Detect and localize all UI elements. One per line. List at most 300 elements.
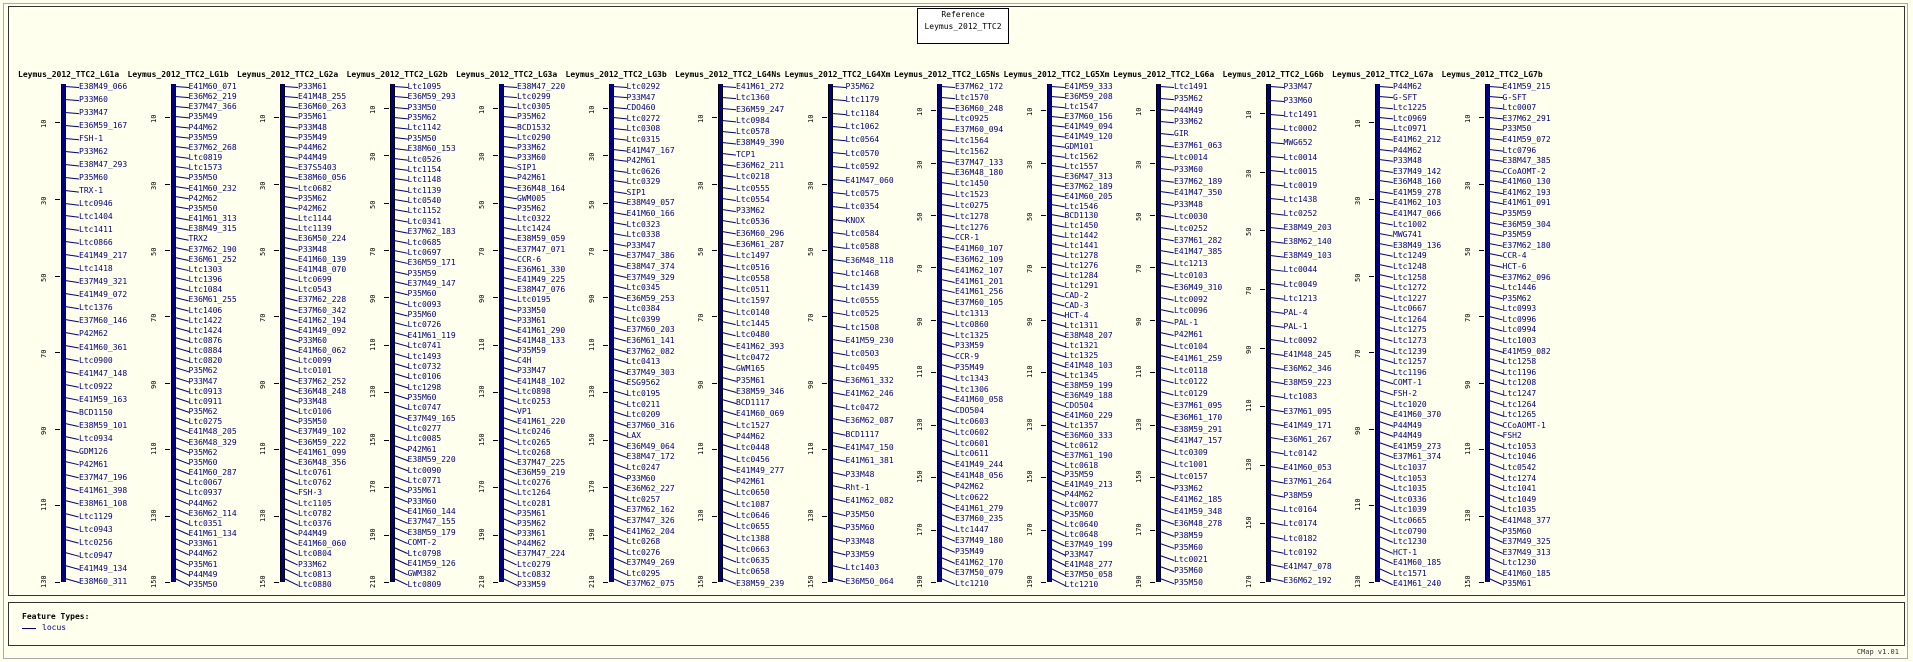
locus-label[interactable]: P35M61 xyxy=(407,486,437,496)
map-title[interactable]: Leymus_2012_TTC2_LG4Ns xyxy=(675,70,781,79)
locus-label[interactable]: E41M61_290 xyxy=(517,325,566,335)
locus-label[interactable]: E37M62_268 xyxy=(188,142,237,152)
locus-label[interactable]: P44M49 xyxy=(188,569,218,579)
locus-label[interactable]: Ltc0195 xyxy=(517,295,551,305)
locus-label[interactable]: E37M60_156 xyxy=(1064,111,1113,121)
locus-label[interactable]: P33M61 xyxy=(298,82,327,91)
locus-label[interactable]: Ltc1278 xyxy=(955,211,989,221)
locus-label[interactable]: E37M47_133 xyxy=(955,157,1004,167)
locus-label[interactable]: PAL-1 xyxy=(1283,321,1308,331)
locus-label[interactable]: E38M61_108 xyxy=(79,498,128,508)
locus-label[interactable]: P44M62 xyxy=(517,539,546,549)
locus-label[interactable]: Ltc1084 xyxy=(188,285,223,295)
locus-label[interactable]: Ltc0007 xyxy=(1502,103,1537,113)
locus-label[interactable]: P33M61 xyxy=(517,315,546,325)
locus-label[interactable]: E41M61_119 xyxy=(407,330,456,340)
locus-label[interactable]: Ltc1142 xyxy=(407,123,442,133)
locus-label[interactable]: Ltc0655 xyxy=(736,522,770,532)
locus-label[interactable]: E41M49_094 xyxy=(1064,121,1113,131)
locus-label[interactable]: P33M60 xyxy=(298,336,327,345)
locus-label[interactable]: E41M49_244 xyxy=(955,460,1004,470)
locus-label[interactable]: Ltc1557 xyxy=(1064,161,1099,171)
locus-label[interactable]: Ltc1571 xyxy=(1393,568,1427,578)
locus-label[interactable]: Ltc0536 xyxy=(736,217,770,227)
locus-label[interactable]: E41M60_185 xyxy=(1502,568,1551,578)
locus-label[interactable]: E36M59_247 xyxy=(736,104,785,114)
locus-label[interactable]: E38M49_390 xyxy=(736,138,785,148)
locus-label[interactable]: Ltc1325 xyxy=(955,330,989,340)
locus-label[interactable]: Ltc1154 xyxy=(407,164,442,174)
locus-label[interactable]: Ltc0726 xyxy=(407,320,442,330)
locus-label[interactable]: FSH2 xyxy=(1502,431,1522,441)
locus-label[interactable]: P35M49 xyxy=(188,112,218,122)
locus-label[interactable]: Ltc1248 xyxy=(1393,261,1427,271)
locus-label[interactable]: TCP1 xyxy=(736,149,756,159)
locus-label[interactable]: P44M49 xyxy=(1174,105,1203,115)
locus-label[interactable]: Ltc1035 xyxy=(1502,505,1537,515)
locus-label[interactable]: E37M47_196 xyxy=(79,472,128,482)
locus-label[interactable]: Ltc0900 xyxy=(79,355,113,365)
locus-label[interactable]: GWM005 xyxy=(517,193,546,203)
locus-label[interactable]: E37M62_183 xyxy=(407,227,456,237)
locus-label[interactable]: E36M48_160 xyxy=(1393,177,1442,187)
locus-label[interactable]: E36M49_064 xyxy=(626,441,675,451)
locus-label[interactable]: Ltc0503 xyxy=(845,349,880,359)
locus-label[interactable]: P33M60 xyxy=(407,496,437,506)
locus-label[interactable]: Ltc0345 xyxy=(626,283,661,293)
locus-label[interactable]: E36M62_109 xyxy=(955,254,1004,264)
locus-label[interactable]: E38M59_179 xyxy=(407,527,456,537)
locus-label[interactable]: Ltc0626 xyxy=(626,166,661,176)
locus-label[interactable]: E41M60_361 xyxy=(79,342,128,352)
locus-label[interactable]: Ltc1264 xyxy=(517,488,551,498)
locus-label[interactable]: Ltc1404 xyxy=(79,212,113,222)
locus-label[interactable]: Ltc1450 xyxy=(955,179,989,189)
locus-label[interactable]: P33M48 xyxy=(1174,200,1203,210)
locus-label[interactable]: E41M59_163 xyxy=(79,394,128,404)
locus-label[interactable]: E41M60_232 xyxy=(188,183,237,193)
locus-label[interactable]: E41M49_277 xyxy=(736,465,785,475)
locus-label[interactable]: Ltc0601 xyxy=(955,438,989,448)
locus-label[interactable]: P38M59 xyxy=(1283,491,1313,501)
locus-label[interactable]: P35M50 xyxy=(188,203,218,213)
locus-label[interactable]: E41M61_256 xyxy=(955,287,1004,297)
locus-label[interactable]: Ltc0667 xyxy=(1393,304,1427,314)
locus-label[interactable]: E37M62_096 xyxy=(1502,272,1551,282)
locus-label[interactable]: Ltc1225 xyxy=(1393,103,1427,113)
locus-label[interactable]: Ltc1562 xyxy=(1064,151,1099,161)
locus-label[interactable]: P33M47 xyxy=(517,366,546,376)
locus-label[interactable]: COMT-2 xyxy=(407,538,437,548)
locus-label[interactable]: Ltc0090 xyxy=(407,465,442,475)
locus-label[interactable]: P33M60 xyxy=(517,153,546,163)
locus-label[interactable]: Ltc1275 xyxy=(1393,325,1427,335)
locus-label[interactable]: E37M49_325 xyxy=(1502,537,1551,547)
locus-label[interactable]: P33M59 xyxy=(517,579,546,589)
locus-label[interactable]: Ltc0819 xyxy=(188,153,223,163)
locus-label[interactable]: CCoAOMT-1 xyxy=(1502,420,1546,430)
locus-label[interactable]: E38M47_385 xyxy=(1502,156,1551,166)
locus-label[interactable]: Ltc1438 xyxy=(1283,194,1318,204)
locus-label[interactable]: Ltc1002 xyxy=(1393,219,1427,229)
locus-label[interactable]: BCD1532 xyxy=(517,122,551,132)
locus-label[interactable]: Ltc0947 xyxy=(79,550,113,560)
locus-label[interactable]: Ltc1564 xyxy=(955,136,989,146)
locus-label[interactable]: Ltc0525 xyxy=(845,309,880,319)
locus-label[interactable]: E41M47_060 xyxy=(845,175,894,185)
locus-label[interactable]: Ltc0946 xyxy=(79,199,113,209)
locus-label[interactable]: E36M60_333 xyxy=(1064,430,1113,440)
locus-label[interactable]: P35M60 xyxy=(845,523,875,533)
locus-label[interactable]: P42M62 xyxy=(188,193,218,203)
locus-label[interactable]: Ltc1230 xyxy=(1393,537,1427,547)
locus-label[interactable]: P33M62 xyxy=(1174,483,1203,493)
map-title[interactable]: Leymus_2012_TTC2_LG3a xyxy=(456,70,558,79)
locus-label[interactable]: Ltc1546 xyxy=(1064,201,1099,211)
locus-label[interactable]: Ltc1230 xyxy=(1502,558,1537,568)
locus-label[interactable]: Ltc0276 xyxy=(517,478,551,488)
locus-label[interactable]: E37M49_329 xyxy=(626,272,675,282)
locus-label[interactable]: Ltc0741 xyxy=(407,341,442,351)
locus-label[interactable]: E38M47_076 xyxy=(517,285,566,295)
locus-label[interactable]: Ltc0157 xyxy=(1174,471,1208,481)
locus-label[interactable]: E36M62_192 xyxy=(1283,575,1332,585)
locus-label[interactable]: Ltc1196 xyxy=(1502,367,1537,377)
locus-label[interactable]: E37M61_374 xyxy=(1393,452,1442,462)
locus-label[interactable]: Ltc0106 xyxy=(407,372,442,382)
locus-label[interactable]: Ltc1278 xyxy=(1064,251,1099,261)
locus-label[interactable]: E37M62_252 xyxy=(298,376,347,386)
locus-label[interactable]: E37M62_228 xyxy=(298,295,347,305)
locus-label[interactable]: E36M59_304 xyxy=(1502,219,1551,229)
locus-label[interactable]: Ltc0015 xyxy=(1283,166,1318,176)
locus-label[interactable]: E41M47_148 xyxy=(79,368,128,378)
locus-label[interactable]: E38M47_172 xyxy=(626,452,675,462)
locus-label[interactable]: Ltc1265 xyxy=(1502,410,1537,420)
locus-label[interactable]: SIP1 xyxy=(517,163,537,173)
locus-label[interactable]: E41M62_082 xyxy=(845,496,894,506)
locus-label[interactable]: Ltc0096 xyxy=(1174,306,1208,316)
locus-label[interactable]: E38M60_311 xyxy=(79,576,128,586)
locus-label[interactable]: E37M49_303 xyxy=(626,367,675,377)
locus-label[interactable]: E41M59_348 xyxy=(1174,507,1223,517)
locus-label[interactable]: P35M60 xyxy=(1174,542,1203,552)
locus-label[interactable]: Ltc0796 xyxy=(1502,145,1537,155)
locus-label[interactable]: P33M59 xyxy=(845,549,875,559)
locus-label[interactable]: P33M50 xyxy=(407,102,437,112)
locus-label[interactable]: P35M49 xyxy=(298,132,327,142)
locus-label[interactable]: P33M47 xyxy=(626,240,656,250)
locus-label[interactable]: Ltc0592 xyxy=(845,162,880,172)
locus-label[interactable]: Ltc1264 xyxy=(1502,399,1537,409)
locus-label[interactable]: E36M59_219 xyxy=(517,468,566,478)
locus-label[interactable]: Ltc1227 xyxy=(1393,293,1427,303)
locus-label[interactable]: GDM101 xyxy=(1064,141,1094,151)
locus-label[interactable]: P35M61 xyxy=(298,112,327,122)
locus-label[interactable]: Ltc0618 xyxy=(1064,460,1099,470)
locus-label[interactable]: Ltc0564 xyxy=(845,135,880,145)
locus-label[interactable]: Ltc1087 xyxy=(736,499,770,509)
locus-label[interactable]: E41M61_279 xyxy=(955,503,1004,513)
locus-label[interactable]: E41M60_060 xyxy=(298,539,347,549)
locus-label[interactable]: GWM382 xyxy=(407,569,437,579)
locus-label[interactable]: E41M60_107 xyxy=(955,244,1004,254)
locus-label[interactable]: E37M62_162 xyxy=(626,505,675,515)
locus-label[interactable]: P33M62 xyxy=(298,559,327,569)
locus-label[interactable]: E36M59_222 xyxy=(298,437,347,447)
locus-label[interactable]: Ltc0099 xyxy=(298,356,332,366)
locus-label[interactable]: G-SFT xyxy=(1502,92,1527,102)
locus-label[interactable]: Ltc0804 xyxy=(298,549,332,559)
locus-label[interactable]: P35M62 xyxy=(517,518,546,528)
locus-label[interactable]: Ltc0019 xyxy=(1283,180,1318,190)
locus-label[interactable]: Ltc1105 xyxy=(298,498,332,508)
locus-label[interactable]: P33M60 xyxy=(1174,164,1203,174)
locus-label[interactable]: Ltc0354 xyxy=(845,202,880,212)
locus-label[interactable]: E36M60_296 xyxy=(736,228,785,238)
locus-label[interactable]: E37M62_075 xyxy=(626,579,675,589)
locus-label[interactable]: Ltc0093 xyxy=(407,299,442,309)
locus-label[interactable]: Ltc0315 xyxy=(626,134,661,144)
locus-label[interactable]: Ltc1148 xyxy=(407,175,442,185)
locus-label[interactable]: P35M50 xyxy=(298,417,327,427)
locus-label[interactable]: Ltc1424 xyxy=(517,224,551,234)
locus-label[interactable]: Ltc1523 xyxy=(955,190,989,200)
locus-label[interactable]: Ltc0790 xyxy=(1393,526,1427,536)
locus-label[interactable]: P44M49 xyxy=(1393,431,1422,441)
locus-label[interactable]: E41M59_215 xyxy=(1502,82,1551,91)
locus-label[interactable]: Ltc0732 xyxy=(407,361,442,371)
locus-label[interactable]: Ltc1020 xyxy=(1393,399,1427,409)
locus-label[interactable]: E37M62_082 xyxy=(626,346,675,356)
locus-label[interactable]: P44M62 xyxy=(188,498,218,508)
locus-label[interactable]: P33M62 xyxy=(517,142,546,152)
locus-label[interactable]: Ltc1345 xyxy=(1064,370,1099,380)
locus-label[interactable]: GIR xyxy=(1174,129,1189,139)
map-title[interactable]: Leymus_2012_TTC2_LG7a xyxy=(1332,70,1434,79)
locus-label[interactable]: Ltc0876 xyxy=(188,336,223,345)
locus-label[interactable]: FSH-1 xyxy=(79,134,104,144)
locus-label[interactable]: E37M61_063 xyxy=(1174,141,1223,151)
locus-label[interactable]: Ltc0209 xyxy=(626,410,661,420)
locus-label[interactable]: E41M62_212 xyxy=(1393,134,1442,144)
locus-label[interactable]: CAD-2 xyxy=(1064,291,1089,301)
locus-label[interactable]: E37M60_235 xyxy=(955,514,1004,524)
locus-label[interactable]: Ltc1039 xyxy=(1393,505,1427,515)
locus-label[interactable]: Ltc0014 xyxy=(1174,152,1208,162)
locus-label[interactable]: KNOX xyxy=(845,215,865,225)
locus-label[interactable]: Ltc0969 xyxy=(1393,113,1427,123)
map-title[interactable]: Leymus_2012_TTC2_LG4Xm xyxy=(784,70,891,79)
locus-label[interactable]: Ltc0253 xyxy=(517,396,551,406)
locus-label[interactable]: Ltc0275 xyxy=(188,417,223,427)
locus-label[interactable]: VP1 xyxy=(517,407,532,417)
locus-label[interactable]: E41M62_204 xyxy=(626,526,675,536)
locus-label[interactable]: P42M62 xyxy=(79,329,108,339)
locus-label[interactable]: Ltc1424 xyxy=(188,325,223,335)
locus-label[interactable]: Ltc1491 xyxy=(1283,110,1318,120)
locus-label[interactable]: Ltc0246 xyxy=(517,427,551,437)
locus-label[interactable]: E41M61_091 xyxy=(1502,198,1551,208)
locus-label[interactable]: P35M59 xyxy=(1502,230,1532,240)
locus-label[interactable]: Ltc0911 xyxy=(188,396,223,406)
locus-label[interactable]: Ltc0192 xyxy=(1283,547,1318,557)
locus-label[interactable]: P33M47 xyxy=(79,108,108,118)
locus-label[interactable]: HCT-1 xyxy=(1393,547,1418,557)
locus-label[interactable]: P44M62 xyxy=(1393,82,1422,91)
locus-label[interactable]: Ltc0140 xyxy=(736,307,770,317)
locus-label[interactable]: E36M59_293 xyxy=(407,92,456,102)
locus-label[interactable]: E36M61_170 xyxy=(1174,412,1223,422)
locus-label[interactable]: Ltc0648 xyxy=(1064,530,1099,540)
locus-label[interactable]: P35M61 xyxy=(517,508,546,518)
map-title[interactable]: Leymus_2012_TTC2_LG5Ns xyxy=(894,70,1000,79)
map-title[interactable]: Leymus_2012_TTC2_LG5Xm xyxy=(1003,70,1110,79)
locus-label[interactable]: E37M47_155 xyxy=(407,517,456,527)
locus-label[interactable]: TRX-1 xyxy=(79,186,104,196)
locus-label[interactable]: P42M62 xyxy=(955,481,984,491)
locus-label[interactable]: P35M62 xyxy=(517,112,546,122)
locus-label[interactable]: Ltc0309 xyxy=(1174,448,1208,458)
locus-label[interactable]: P35M50 xyxy=(845,509,875,519)
locus-label[interactable]: P35M60 xyxy=(1174,566,1203,576)
locus-label[interactable]: Ltc0077 xyxy=(1064,500,1099,510)
locus-label[interactable]: P35M62 xyxy=(517,203,546,213)
locus-label[interactable]: CAD-3 xyxy=(1064,301,1089,311)
locus-label[interactable]: Ltc0142 xyxy=(1283,448,1318,458)
locus-label[interactable]: Ltc0663 xyxy=(736,544,770,554)
locus-label[interactable]: Ltc0299 xyxy=(517,92,551,102)
locus-label[interactable]: Ltc1083 xyxy=(1283,392,1318,402)
locus-label[interactable]: COMT-1 xyxy=(1393,378,1422,388)
locus-label[interactable]: Ltc1442 xyxy=(1064,231,1099,241)
locus-label[interactable]: Ltc1388 xyxy=(736,533,770,543)
locus-label[interactable]: Ltc0338 xyxy=(626,230,661,240)
locus-label[interactable]: CCR-9 xyxy=(955,352,980,362)
locus-label[interactable]: P35M50 xyxy=(1174,578,1203,588)
locus-label[interactable]: P35M62 xyxy=(1502,293,1532,303)
locus-label[interactable]: E38M60_153 xyxy=(407,144,456,154)
locus-label[interactable]: E37M60_105 xyxy=(955,298,1004,308)
locus-label[interactable]: E41M60_062 xyxy=(298,346,347,356)
map-title[interactable]: Leymus_2012_TTC2_LG7b xyxy=(1441,70,1543,79)
locus-label[interactable]: Ltc0922 xyxy=(79,381,113,391)
locus-label[interactable]: E38M49_103 xyxy=(1283,251,1332,261)
locus-label[interactable]: P35M60 xyxy=(188,457,218,467)
locus-label[interactable]: ESG9562 xyxy=(626,378,661,388)
locus-label[interactable]: Ltc1139 xyxy=(298,224,332,234)
locus-label[interactable]: P35M62 xyxy=(845,82,875,91)
locus-label[interactable]: Ltc1184 xyxy=(845,108,880,118)
locus-label[interactable]: Ltc1497 xyxy=(736,251,770,261)
locus-label[interactable]: Ltc0268 xyxy=(517,447,551,457)
locus-label[interactable]: Ltc1274 xyxy=(1502,473,1537,483)
locus-label[interactable]: P33M48 xyxy=(1393,156,1422,166)
locus-label[interactable]: E41M47_150 xyxy=(845,442,894,452)
locus-label[interactable]: E37M47_386 xyxy=(626,251,675,261)
locus-label[interactable]: E41M48_103 xyxy=(1064,360,1113,370)
locus-label[interactable]: E36M49_188 xyxy=(1064,390,1113,400)
locus-label[interactable]: Ltc1493 xyxy=(407,351,442,361)
locus-label[interactable]: E36M62_219 xyxy=(188,92,237,102)
locus-label[interactable]: E38M59_101 xyxy=(79,420,128,430)
locus-label[interactable]: P35M50 xyxy=(188,173,218,183)
locus-label[interactable]: P33M62 xyxy=(736,206,765,216)
locus-label[interactable]: Ltc0658 xyxy=(736,567,770,577)
locus-label[interactable]: Ltc0265 xyxy=(517,437,551,447)
locus-label[interactable]: Ltc0279 xyxy=(517,559,551,569)
locus-label[interactable]: E41M47_167 xyxy=(626,145,675,155)
locus-label[interactable]: P42M61 xyxy=(1174,330,1203,340)
locus-label[interactable]: E38M59_059 xyxy=(517,234,566,244)
locus-label[interactable]: Ltc0448 xyxy=(736,443,770,453)
locus-label[interactable]: Ltc0021 xyxy=(1174,554,1208,564)
locus-label[interactable]: P44M62 xyxy=(1064,490,1094,500)
locus-label[interactable]: CCR-4 xyxy=(1502,251,1527,261)
locus-label[interactable]: Ltc0555 xyxy=(736,183,770,193)
locus-label[interactable]: E38M49_136 xyxy=(1393,240,1442,250)
locus-label[interactable]: P35M59 xyxy=(517,346,546,356)
locus-label[interactable]: P33M48 xyxy=(298,122,327,132)
locus-label[interactable]: Ltc1447 xyxy=(955,525,989,535)
locus-label[interactable]: Ltc0480 xyxy=(736,330,770,340)
locus-label[interactable]: E38M47_220 xyxy=(517,82,566,91)
locus-label[interactable]: E41M59_126 xyxy=(407,558,456,568)
locus-label[interactable]: Ltc0516 xyxy=(736,262,770,272)
locus-label[interactable]: Ltc1445 xyxy=(736,319,770,329)
locus-label[interactable]: P33M59 xyxy=(955,341,984,351)
locus-label[interactable]: P35M50 xyxy=(188,579,218,589)
locus-label[interactable]: Ltc0272 xyxy=(626,113,661,123)
locus-label[interactable]: BCD1117 xyxy=(736,398,770,408)
locus-label[interactable]: Ltc1406 xyxy=(188,305,223,315)
locus-label[interactable]: Ltc0542 xyxy=(1502,463,1537,472)
locus-label[interactable]: P33M62 xyxy=(79,147,108,157)
locus-label[interactable]: Ltc0761 xyxy=(298,468,332,478)
locus-label[interactable]: P35M60 xyxy=(1064,510,1094,520)
locus-label[interactable]: P33M47 xyxy=(626,92,656,102)
locus-label[interactable]: E41M61_099 xyxy=(298,447,347,457)
locus-label[interactable]: P35M50 xyxy=(407,133,437,143)
locus-label[interactable]: P35M62 xyxy=(407,113,437,123)
locus-label[interactable]: E41M60_058 xyxy=(955,395,1004,405)
locus-label[interactable]: Ltc0898 xyxy=(517,386,551,396)
locus-label[interactable]: Ltc1239 xyxy=(1393,346,1427,356)
locus-label[interactable]: E41M60_229 xyxy=(1064,410,1113,420)
locus-label[interactable]: Ltc1276 xyxy=(1064,261,1099,271)
locus-label[interactable]: Ltc0122 xyxy=(1174,377,1208,387)
locus-label[interactable]: Ltc0747 xyxy=(407,403,442,413)
locus-label[interactable]: E38M59_223 xyxy=(1283,378,1332,388)
locus-label[interactable]: E41M62_393 xyxy=(736,341,785,351)
locus-label[interactable]: P44M62 xyxy=(188,549,218,559)
locus-label[interactable]: GDM126 xyxy=(79,446,108,456)
locus-label[interactable]: Ltc0996 xyxy=(1502,314,1537,324)
locus-label[interactable]: Ltc0762 xyxy=(298,478,332,488)
locus-label[interactable]: E41M62_185 xyxy=(1174,495,1223,505)
locus-label[interactable]: E36M59_208 xyxy=(1064,91,1113,101)
locus-label[interactable]: E41M48_056 xyxy=(955,471,1004,481)
locus-label[interactable]: P44M49 xyxy=(1393,420,1422,430)
locus-label[interactable]: P42M61 xyxy=(79,459,108,469)
locus-label[interactable]: Ltc1249 xyxy=(1393,251,1427,261)
locus-label[interactable]: P33M48 xyxy=(298,396,327,406)
locus-label[interactable]: E41M61_259 xyxy=(1174,353,1223,363)
locus-label[interactable]: E37M62_189 xyxy=(1174,176,1223,186)
locus-label[interactable]: Ltc0603 xyxy=(955,417,989,427)
locus-label[interactable]: E36M62_227 xyxy=(626,484,675,494)
locus-label[interactable]: E41M60_185 xyxy=(1393,558,1442,568)
